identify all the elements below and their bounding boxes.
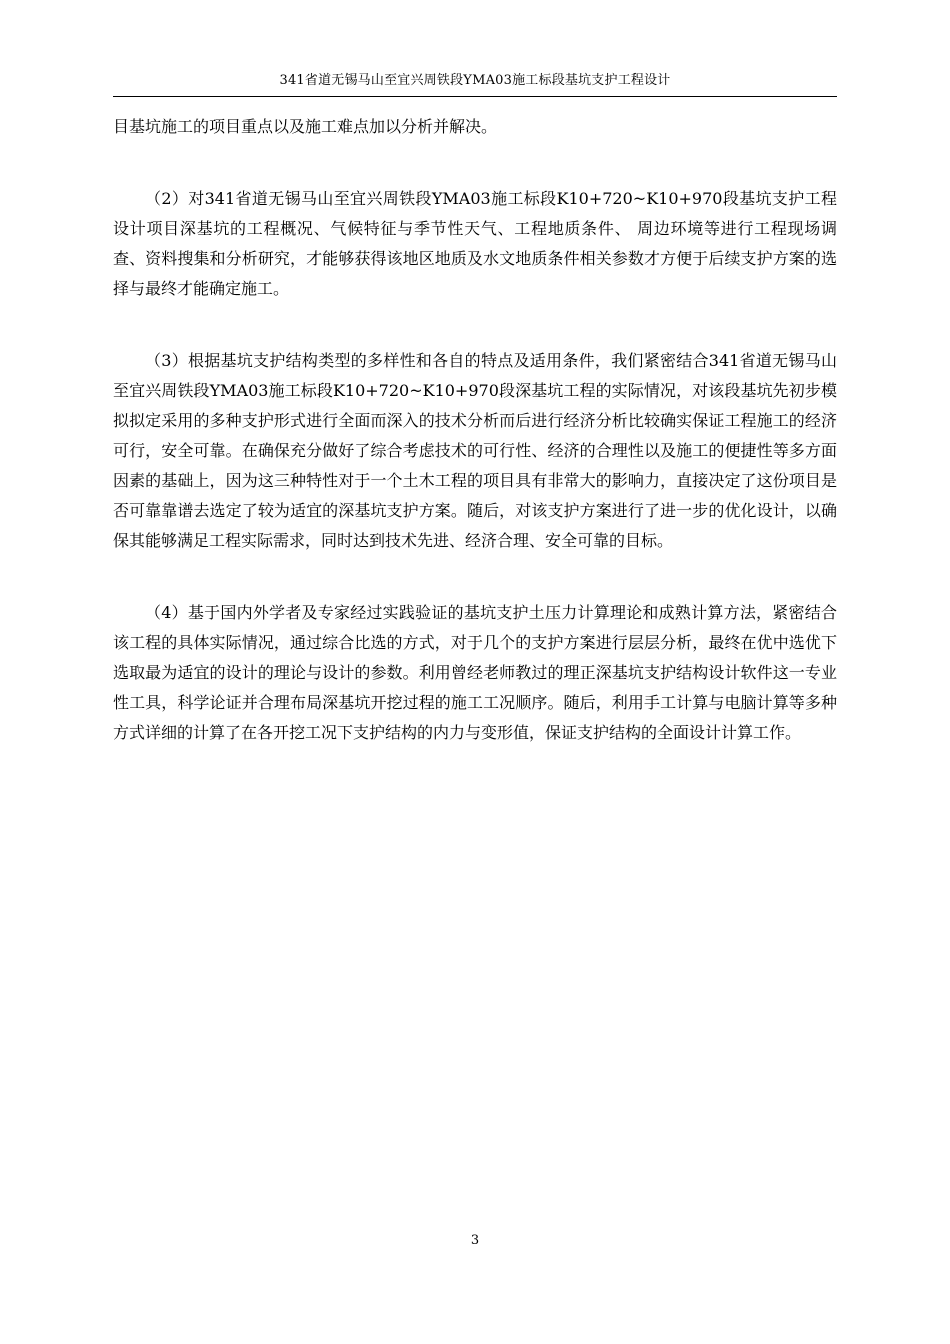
paragraph-item-2: （2）对341省道无锡马山至宜兴周铁段YMA03施工标段K10+720~K10+970段基坑支护工程设计项目深基坑的工程概况、气候特征与季节性天气、工程地质条件、 周边环境等进行工程现场调查、资料搜集和分析研究，才能够获得该地区地质及水文地质条件相关参数才方便于后续支护方案的选择与最终才能确定施工。 (113, 189, 837, 298)
paragraph-item-4: （4）基于国内外学者及专家经过实践验证的基坑支护土压力计算理论和成熟计算方法，紧密结合该工程的具体实际情况，通过综合比选的方式，对于几个的支护方案进行层层分析，最终在优中选优下选取最为适宜的设计的理论与设计的参数。利用曾经老师教过的理正深基坑支护结构设计软件这一专业性工具，科学论证并合理布局深基坑开挖过程的施工工况顺序。随后，利用手工计算与电脑计算等多种方式详细的计算了在各开挖工况下支护结构的内力与变形值，保证支护结构的全面设计计算工作。 (113, 603, 837, 742)
page-header: 341省道无锡马山至宜兴周铁段YMA03施工标段基坑支护工程设计 (113, 70, 837, 97)
document-body (113, 112, 837, 748)
page-number: 3 (470, 1233, 480, 1248)
paragraph-continued: 目基坑施工的项目重点以及施工难点加以分析并解决。 (113, 117, 498, 136)
paragraph-item-3: （3）根据基坑支护结构类型的多样性和各自的特点及适用条件，我们紧密结合341省道无锡马山至宜兴周铁段YMA03施工标段K10+720~K10+970段深基坑工程的实际情况，对该段基坑先初步模拟拟定采用的多种支护形式进行全面而深入的技术分析而后进行经济分析比较确实保证工程施工的经济可行，安全可靠。在确保充分做好了综合考虑技术的可行性、经济的合理性以及施工的便捷性等多方面因素的基础上，因为这三种特性对于一个土木工程的项目具有非常大的影响力，直接决定了这份项目是否可靠靠谱去选定了较为适宜的深基坑支护方案。随后，对该支护方案进行了进一步的优化设计，以确保其能够满足工程实际需求，同时达到技术先进、经济合理、安全可靠的目标。 (113, 351, 837, 550)
